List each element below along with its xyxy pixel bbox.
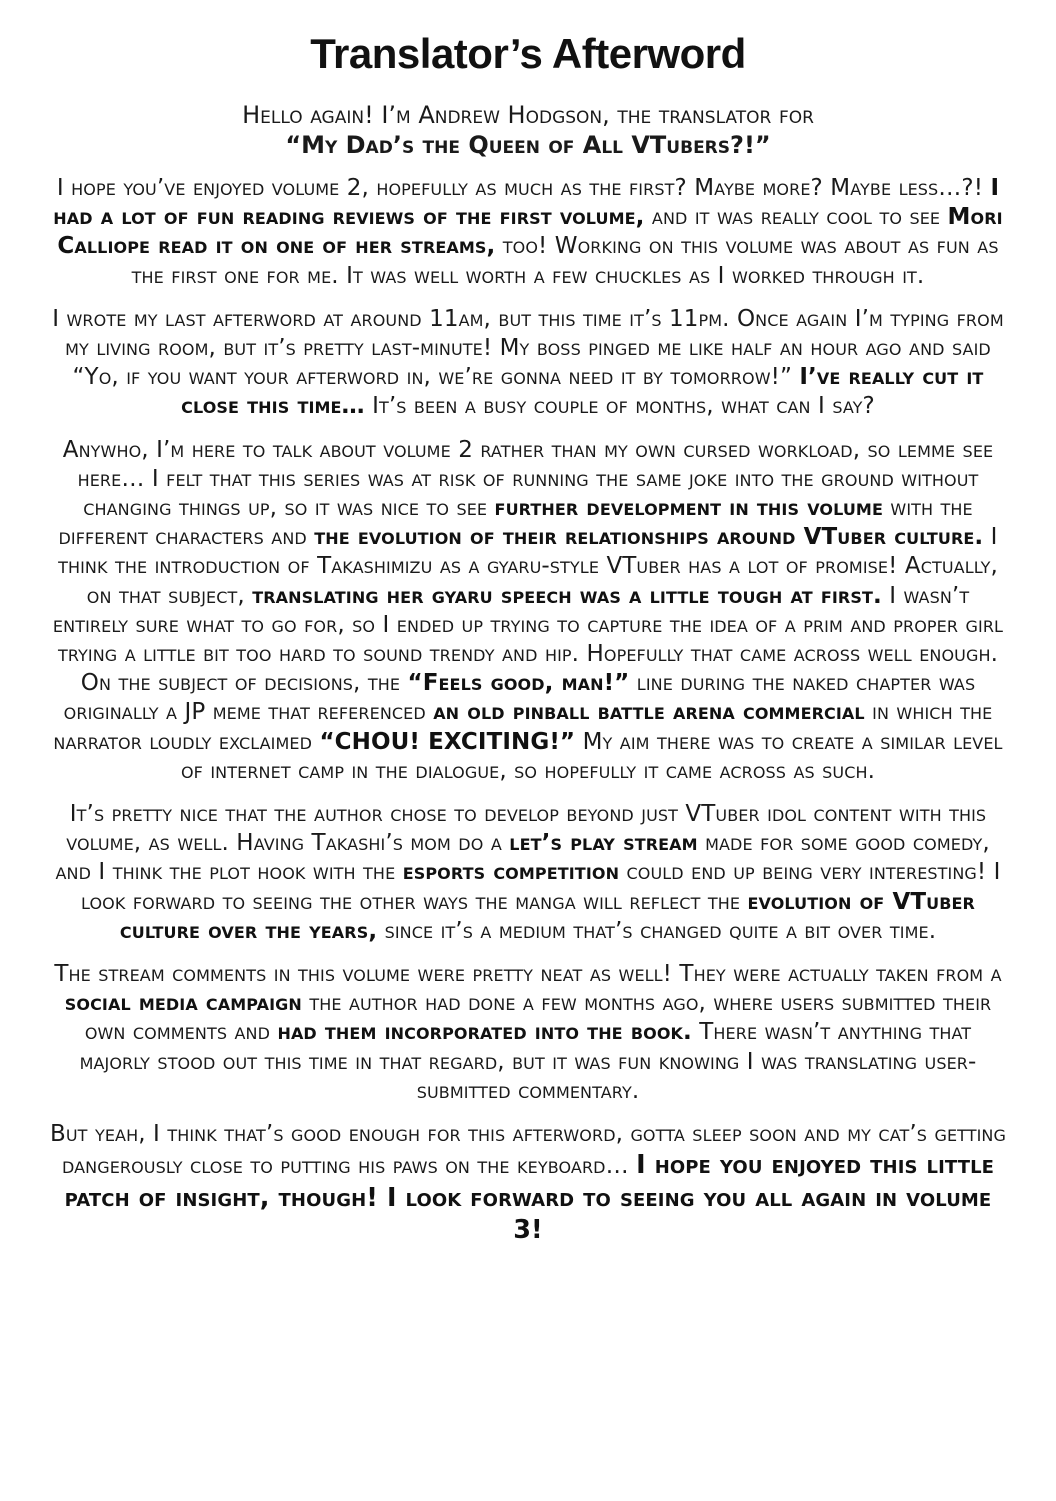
text-span: I wrote my last afterword at around 11am, but this time it’s 11pm. Once again I’m typing from my living room, but it’s pretty last-minute! My boss pinged me like half an hour ago and said “Yo, if you want your afterword in, we’re gonna need it by tomorrow!” [52, 305, 1004, 391]
paragraph-5 [48, 960, 1008, 1106]
paragraph-4 [48, 800, 1008, 946]
intro-line: Hello again! I’m Andrew Hodgson, the translator for [242, 101, 814, 129]
page-title: Translator’s Afterword [310, 30, 746, 77]
text-span: I hope you’ve enjoyed volume 2, hopefully as much as the first? Maybe more? Maybe less…?! [56, 175, 991, 201]
paragraph-6 [48, 1120, 1008, 1246]
emphasis-span: the evolution of their relationships around VTuber culture. [314, 524, 984, 551]
text-span: could end up being very interesting! I look forward to seeing the other ways the manga will reflect the [81, 859, 1001, 915]
text-span: My aim there was to create a similar level of internet camp in the dialogue, so hopefully it came across as such. [180, 728, 1003, 784]
emphasis-span: I’ve really cut it close this time… [181, 364, 984, 420]
intro-paragraph [48, 100, 1008, 160]
series-title: “My Dad’s the Queen of All VTubers?!” [285, 131, 771, 159]
emphasis-span: evolution of VTuber culture over the years, [119, 888, 975, 944]
text-span: with the different characters and [58, 495, 973, 551]
text-span: There wasn’t anything that majorly stood out this time in that regard, but it was fun knowing I was translating user-submitted commentary. [79, 1019, 977, 1104]
paragraph-2 [48, 305, 1008, 422]
paragraph-1 [48, 174, 1008, 291]
emphasis-span: “Feels good, man!” [407, 670, 630, 697]
emphasis-span: let’s play stream [509, 830, 698, 857]
text-span: and it was really cool to see [644, 204, 948, 231]
text-span: too! Working on this volume was about as fun as the first one for me. It was well worth a few chuckles as I worked through it. [131, 233, 999, 289]
emphasis-span: an old pinball battle arena commercial [433, 699, 865, 726]
emphasis-span: translating her gyaru speech was a little tough at first. [252, 582, 882, 609]
emphasis-span: “CHOU! EXCITING!” [319, 728, 576, 755]
paragraph-3 [48, 436, 1008, 786]
text-span: I wasn’t entirely sure what to go for, so I ended up trying to capture the idea of a prim and proper girl trying a little bit too hard to sound trendy and hip. Hopefully that came across well enough. On the subject of decisions, the [52, 582, 1004, 697]
text-span: line during the naked chapter was originally a JP meme that referenced [63, 670, 976, 726]
emphasis-span: had them incorporated into the book. [277, 1019, 692, 1046]
text-span: It’s been a busy couple of months, what can I say? [364, 393, 875, 420]
emphasis-span: further development in this volume [494, 495, 883, 522]
text-span: But yeah, I think that’s good enough for this afterword, gotta sleep soon and my cat’s getting dangerously close to putting his paws on the keyboard… [49, 1121, 1007, 1180]
emphasis-span: I had a lot of fun reading reviews of the first volume, [53, 175, 1000, 231]
text-span: The stream comments in this volume were pretty neat as well! They were actually taken from a [54, 961, 1002, 988]
text-span: Anywho, I’m here to talk about volume 2 rather than my own cursed workload, so lemme see here… I felt that this series was at risk of running the same joke into the ground without changing things up, so it was nice to see [62, 436, 994, 522]
emphasis-span: esports competition [402, 859, 620, 886]
emphasis-span: social media campaign [64, 990, 302, 1017]
text-span: made for some good comedy, and I think the plot hook with the [55, 830, 990, 886]
text-span: in which the narrator loudly exclaimed [53, 699, 993, 755]
text-span: since it’s a medium that’s changed quite a bit over time. [377, 917, 937, 944]
text-span: the author had done a few months ago, where users submitted their own comments and [84, 990, 992, 1046]
text-span: I think the introduction of Takashimizu as a gyaru-style VTuber has a lot of promise! Actually, on that subject, [58, 524, 998, 609]
emphasis-span: Mori Calliope read it on one of her streams, [57, 204, 1003, 260]
closing-emphasis: I hope you enjoyed this little patch of insight, though! I look forward to seeing you all again in volume 3! [64, 1150, 995, 1245]
text-span: It’s pretty nice that the author chose to develop beyond just VTuber idol content with this volume, as well. Having Takashi’s mom do a [66, 801, 987, 857]
